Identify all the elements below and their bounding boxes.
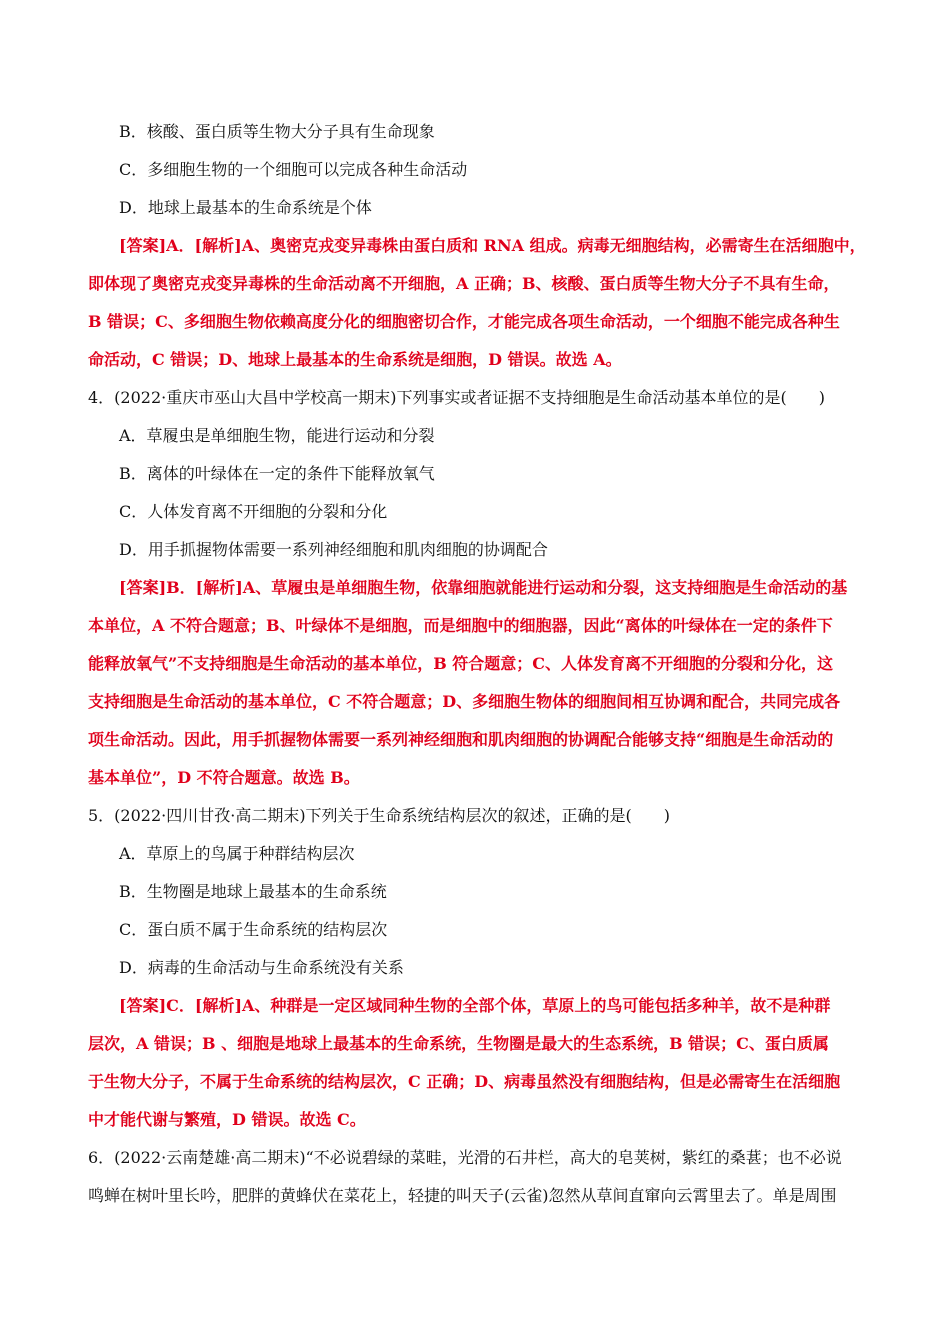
q3-answer	[88, 236, 878, 388]
q4-option-b: B．离体的叶绿体在一定的条件下能释放氧气	[119, 464, 435, 483]
q5-answer-line: 层次，A 错误；B 、细胞是地球上最基本的生命系统，生物圈是最大的生态系统，B 错误；C、蛋白质属	[88, 1034, 829, 1053]
q5-option-c: C．蛋白质不属于生命系统的结构层次	[119, 920, 388, 939]
q3-answer-line: B 错误；C、多细胞生物依赖高度分化的细胞密切合作，才能完成各项生命活动，一个细胞不能完成各种生	[88, 312, 840, 331]
q3-answer-line: [答案]A．[解析]A、奥密克戎变异毒株由蛋白质和 RNA 组成。病毒无细胞结构，必需寄生在活细胞中，	[119, 236, 866, 255]
q5-answer-line: [答案]C．[解析]A、种群是一定区域同种生物的全部个体，草原上的鸟可能包括多种羊，故不是种群	[119, 996, 831, 1015]
q4-answer-line: 基本单位”，D 不符合题意。故选 B。	[88, 768, 360, 787]
q4-option-d: D．用手抓握物体需要一系列神经细胞和肌肉细胞的协调配合	[119, 540, 548, 559]
q3-option-b: B．核酸、蛋白质等生物大分子具有生命现象	[119, 122, 435, 141]
q5-stem: 5．(2022·四川甘孜·高二期末)下列关于生命系统结构层次的叙述，正确的是( )	[88, 806, 671, 825]
q3-option-d: D．地球上最基本的生命系统是个体	[119, 198, 372, 217]
q4-answer-line: [答案]B．[解析]A、草履虫是单细胞生物，依靠细胞就能进行运动和分裂，这支持细胞是生命活动的基	[119, 578, 848, 597]
q4-stem: 4．(2022·重庆市巫山大昌中学校高一期末)下列事实或者证据不支持细胞是生命活动基本单位的是( )	[88, 388, 825, 407]
q5-answer-line: 中才能代谢与繁殖，D 错误。故选 C。	[88, 1110, 366, 1129]
q4-answer-line: 支持细胞是生命活动的基本单位，C 不符合题意；D、多细胞生物体的细胞间相互协调和配合，共同完成各	[88, 692, 841, 711]
q4-answer-line: 能释放氧气”不支持细胞是生命活动的基本单位，B 符合题意；C、人体发育离不开细胞的分裂和分化，这	[88, 654, 834, 673]
q5-option-a: A．草原上的鸟属于种群结构层次	[119, 844, 355, 863]
q5-option-d: D．病毒的生命活动与生命系统没有关系	[119, 958, 404, 977]
q4-answer-line: 项生命活动。因此，用手抓握物体需要一系列神经细胞和肌肉细胞的协调配合能够支持“细胞是生命活动的	[88, 730, 834, 749]
q5-answer	[88, 996, 878, 1148]
q3-option-c: C．多细胞生物的一个细胞可以完成各种生命活动	[119, 160, 468, 179]
q4-option-a: A．草履虫是单细胞生物，能进行运动和分裂	[119, 426, 435, 445]
q6-stem-line: 鸣蝉在树叶里长吟，肥胖的黄蜂伏在菜花上，轻捷的叫天子(云雀)忽然从草间直窜向云霄里去了。单是周围	[88, 1186, 837, 1205]
q4-answer-line: 本单位，A 不符合题意；B、叶绿体不是细胞，而是细胞中的细胞器，因此“离体的叶绿体在一定的条件下	[88, 616, 833, 635]
q5-answer-line: 于生物大分子，不属于生命系统的结构层次，C 正确；D、病毒虽然没有细胞结构，但是必需寄生在活细胞	[88, 1072, 841, 1091]
q3-answer-line: 即体现了奥密克戎变异毒株的生命活动离不开细胞，A 正确；B、核酸、蛋白质等生物大分子不具有生命，	[88, 274, 840, 293]
q4-option-c: C．人体发育离不开细胞的分裂和分化	[119, 502, 388, 521]
q3-answer-line: 命活动，C 错误；D、地球上最基本的生命系统是细胞，D 错误。故选 A。	[88, 350, 622, 369]
q5-option-b: B．生物圈是地球上最基本的生命系统	[119, 882, 387, 901]
q6-stem-line: 6．(2022·云南楚雄·高二期末)“不必说碧绿的菜畦，光滑的石井栏，高大的皂荚树，紫红的桑葚；也不必说	[88, 1148, 842, 1167]
q4-answer	[88, 578, 878, 806]
